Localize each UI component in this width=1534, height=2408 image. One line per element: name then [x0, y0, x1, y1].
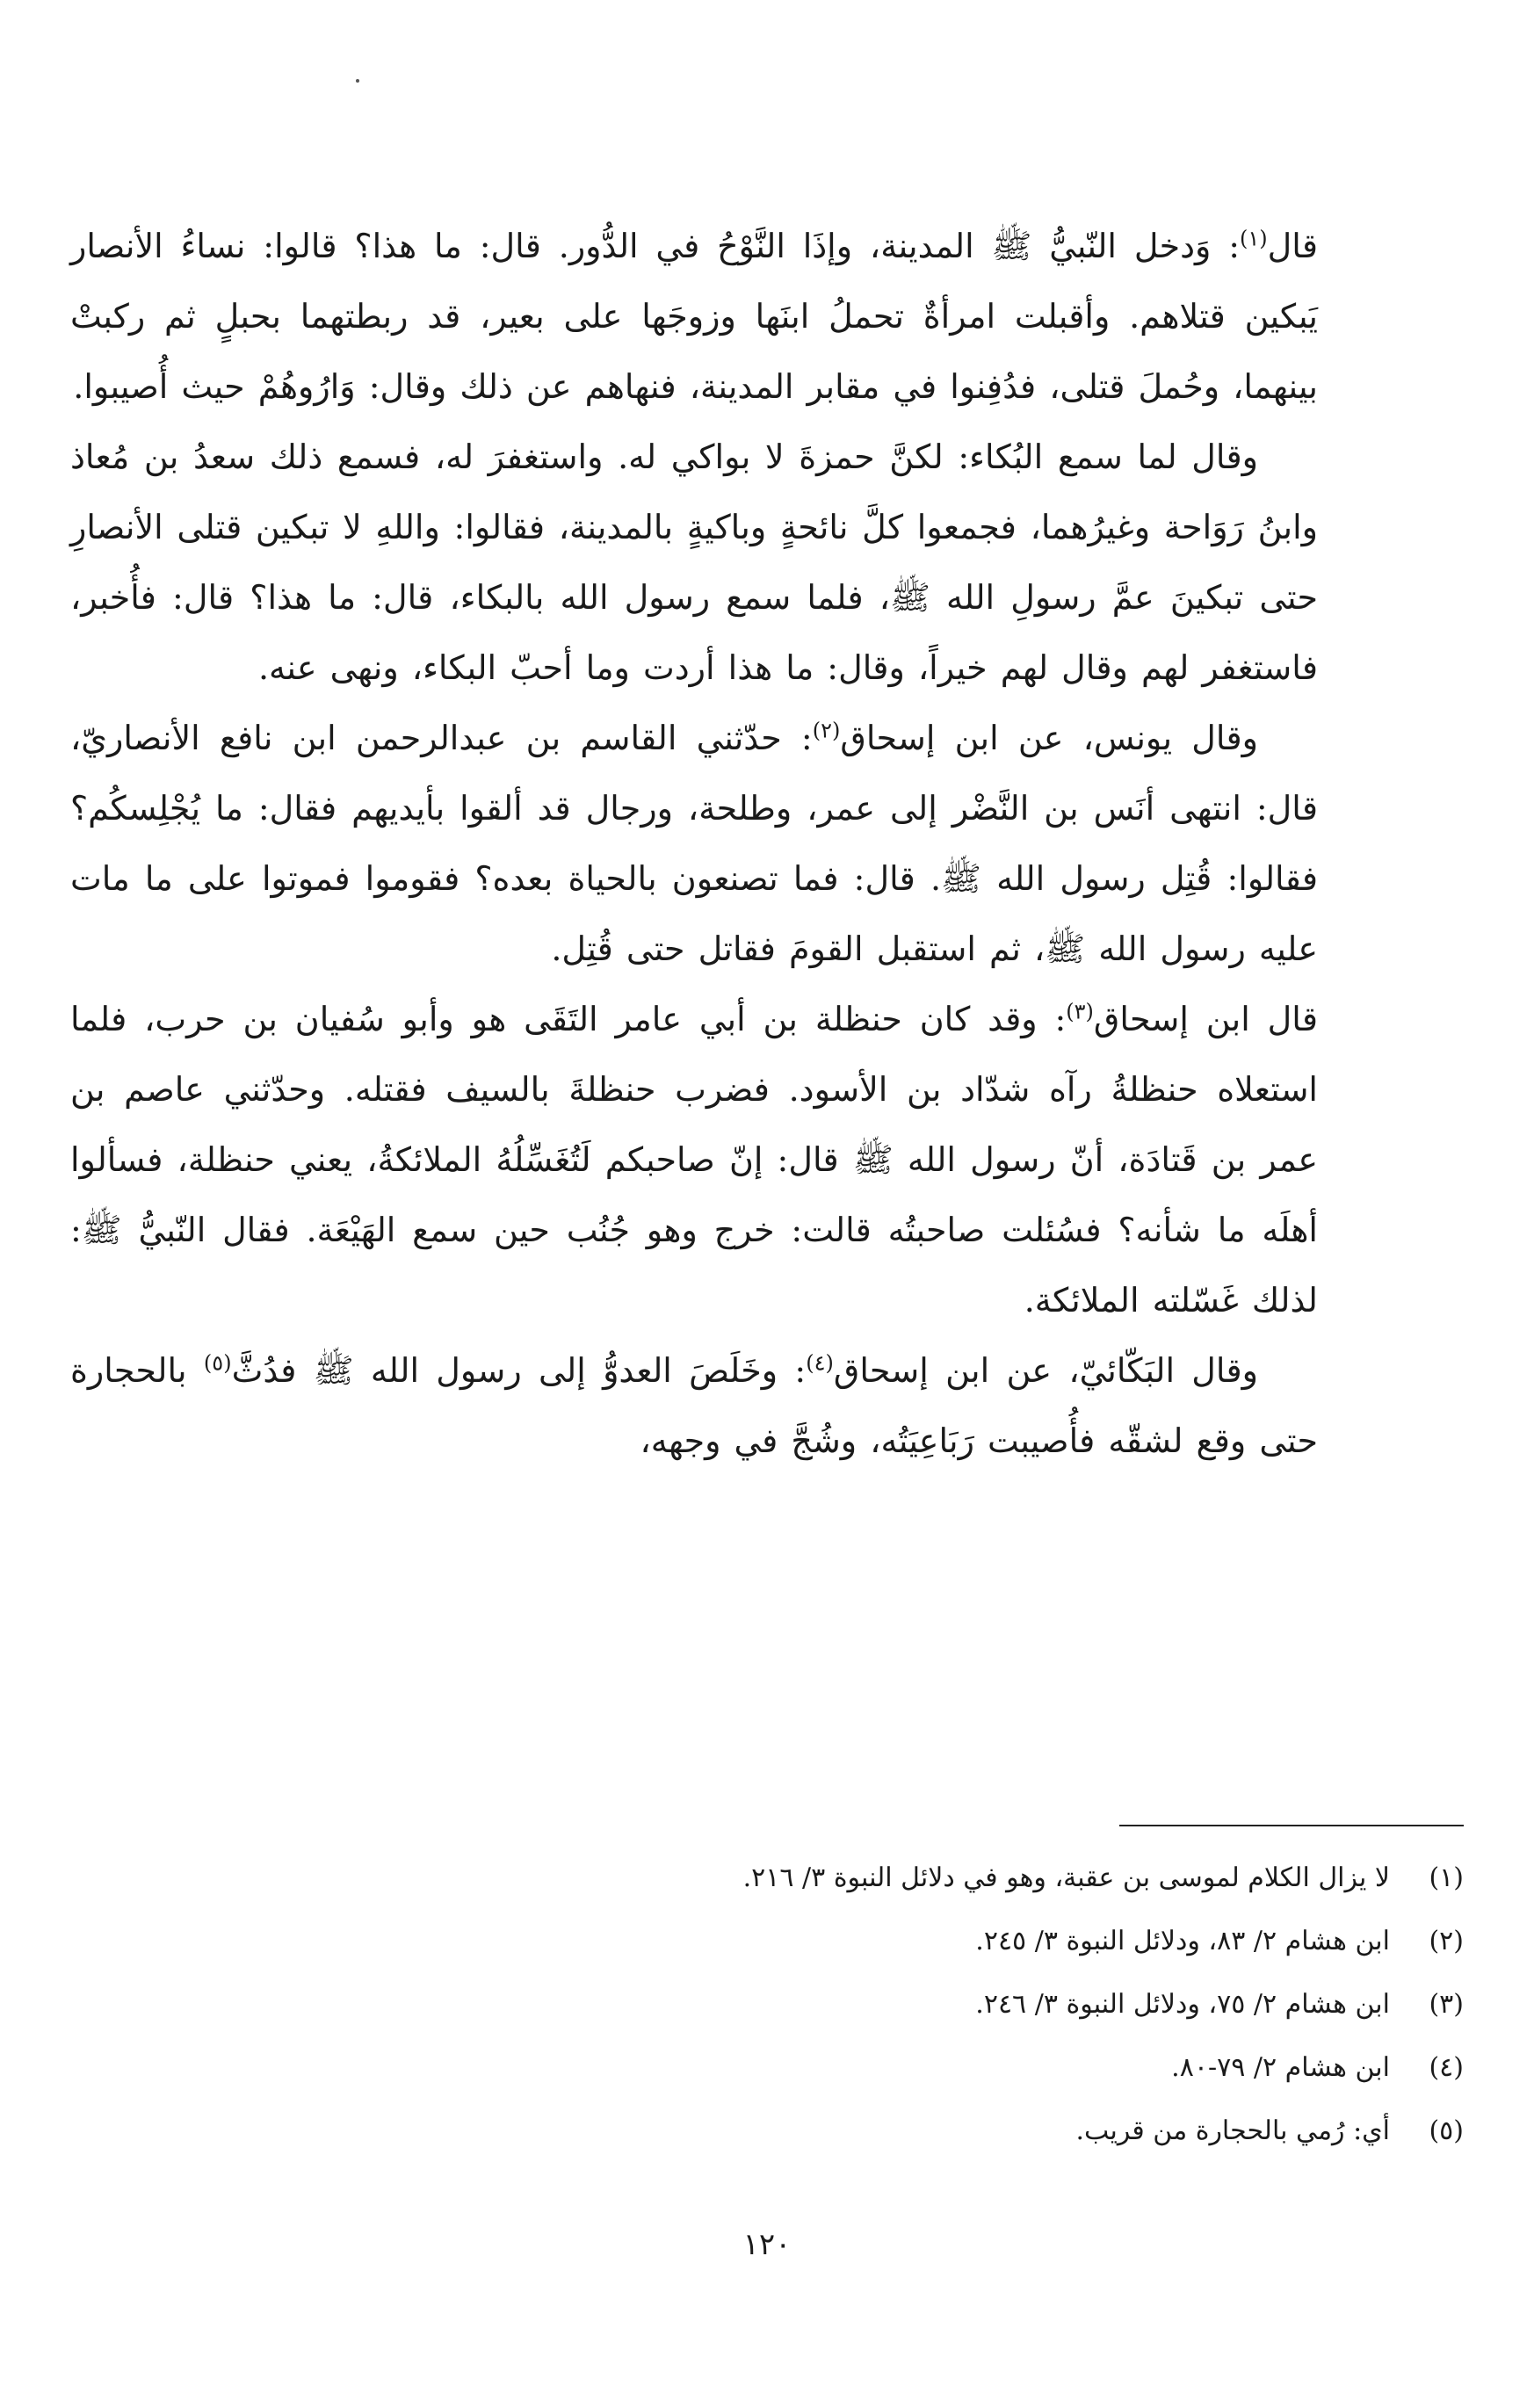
footnote-item [216, 1910, 1464, 1973]
paragraph-text: وقال يونس، عن ابن إسحاق [840, 719, 1259, 757]
footnote-text: ابن هشام ٢/ ٧٩-٨٠. [1171, 2052, 1390, 2083]
footnote-item [216, 1973, 1464, 2036]
paragraph-3 [70, 703, 1318, 984]
footnote-item [216, 1847, 1464, 1910]
paragraph-text: : وقد كان حنظلة بن أبي عامر التَقَى هو وأبو سُفيان بن حرب، فلما استعلاه حنظلةُ رآه شدّاد بن الأسود. فضرب حنظلةَ بالسيف فقتله. وحدّثني عاصم بن عمر بن قَتادَة، أنّ رسول الله ﷺ قال: إنّ صاحبكم لَتُغَسِّلُهُ الملائكةُ، يعني حنظلة، فسألوا أهلَه ما شأنه؟ فسُئلت صاحبتُه قالت: خرج وهو جُنُب حين سمع الهَيْعَة. فقال النّبيُّ ﷺ: لذلك غَسّلته الملائكة. [70, 1000, 1318, 1320]
paragraph-text: : حدّثني القاسم بن عبدالرحمن ابن نافع الأنصاريّ، قال: انتهى أنَس بن النَّضْر إلى عمر، وطلحة، ورجال قد ألقوا بأيديهم فقال: ما يُجْلِسكُم؟ فقالوا: قُتِل رسول الله ﷺ. قال: فما تصنعون بالحياة بعده؟ فقوموا فموتوا على ما مات عليه رسول الله ﷺ، ثم استقبل القومَ فقاتل حتى قُتِل. [70, 719, 1318, 968]
footnotes [216, 1847, 1464, 2163]
footnote-ref-4[interactable]: (٤) [806, 1350, 834, 1376]
paragraph-4 [70, 984, 1318, 1335]
footnote-ref-1[interactable]: (١) [1240, 226, 1268, 251]
footnote-item [216, 2100, 1464, 2163]
footnote-divider [1119, 1825, 1464, 1826]
page-number: ١٢٠ [742, 2227, 792, 2262]
footnote-number: (٢) [1429, 1926, 1464, 1956]
footnote-number: (٣) [1429, 1989, 1464, 2020]
paragraph-text: قال [1267, 227, 1318, 265]
footnote-text: ابن هشام ٢/ ٨٣، ودلائل النبوة ٣/ ٢٤٥. [975, 1926, 1390, 1956]
footnote-text: ابن هشام ٢/ ٧٥، ودلائل النبوة ٣/ ٢٤٦. [975, 1989, 1390, 2020]
footnote-number: (١) [1429, 1862, 1464, 1893]
paragraph-text: بالحجارة حتى وقع لشقّه فأُصيبت رَبَاعِيَتُه، وشُجَّ في وجهه، [70, 1351, 1318, 1460]
footnote-text: لا يزال الكلام لموسى بن عقبة، وهو في دلائل النبوة ٣/ ٢١٦. [742, 1862, 1390, 1893]
main-text [70, 211, 1318, 1476]
footnote-ref-2[interactable]: (٢) [812, 718, 841, 743]
paragraph-text: وقال لما سمع البُكاء: لكنَّ حمزةَ لا بواكي له. واستغفرَ له، فسمع ذلك سعدُ بن مُعاذ وابنُ رَوَاحة وغيرُهما، فجمعوا كلَّ نائحةٍ وباكيةٍ بالمدينة، فقالوا: واللهِ لا تبكين قتلى الأنصارِ حتى تبكينَ عمَّ رسولِ الله ﷺ، فلما سمع رسول الله بالبكاء، قال: ما هذا؟ قال: فأُخبر، فاستغفر لهم وقال لهم خيراً، وقال: ما هذا أردت وما أحبّ البكاء، ونهى عنه. [70, 437, 1318, 687]
footnote-text: أي: رُمي بالحجارة من قريب. [1075, 2115, 1390, 2146]
footnote-ref-3[interactable]: (٣) [1066, 999, 1094, 1024]
footnote-number: (٥) [1429, 2115, 1464, 2146]
paragraph-text: : وَدخل النّبيُّ ﷺ المدينة، وإذَا النَّوْحُ في الدُّور. قال: ما هذا؟ قالوا: نساءُ الأنصار يَبكين قتلاهم. وأقبلت امرأةٌ تحملُ ابنَها وزوجَها على بعير، قد ربطتهما بحبلٍ ثم ركبتْ بينهما، وحُملَ قتلى، فدُفِنوا في مقابر المدينة، فنهاهم عن ذلك وقال: وَارُوهُمْ حيث أُصيبوا. [70, 227, 1318, 406]
paragraph-2 [70, 422, 1318, 703]
footnote-ref-5[interactable]: (٥) [203, 1350, 232, 1376]
paragraph-text: وقال البَكّائيّ، عن ابن إسحاق [833, 1351, 1258, 1390]
paragraph-text: : وخَلَصَ العدوُّ إلى رسول الله ﷺ فدُثَّ [231, 1351, 807, 1390]
paragraph-5 [70, 1335, 1318, 1476]
page-body [70, 211, 1318, 1476]
footnote-item [216, 2036, 1464, 2100]
paragraph-text: قال ابن إسحاق [1093, 1000, 1318, 1038]
footnote-number: (٤) [1429, 2052, 1464, 2083]
paragraph-1 [70, 211, 1318, 422]
scan-speck [356, 79, 359, 83]
